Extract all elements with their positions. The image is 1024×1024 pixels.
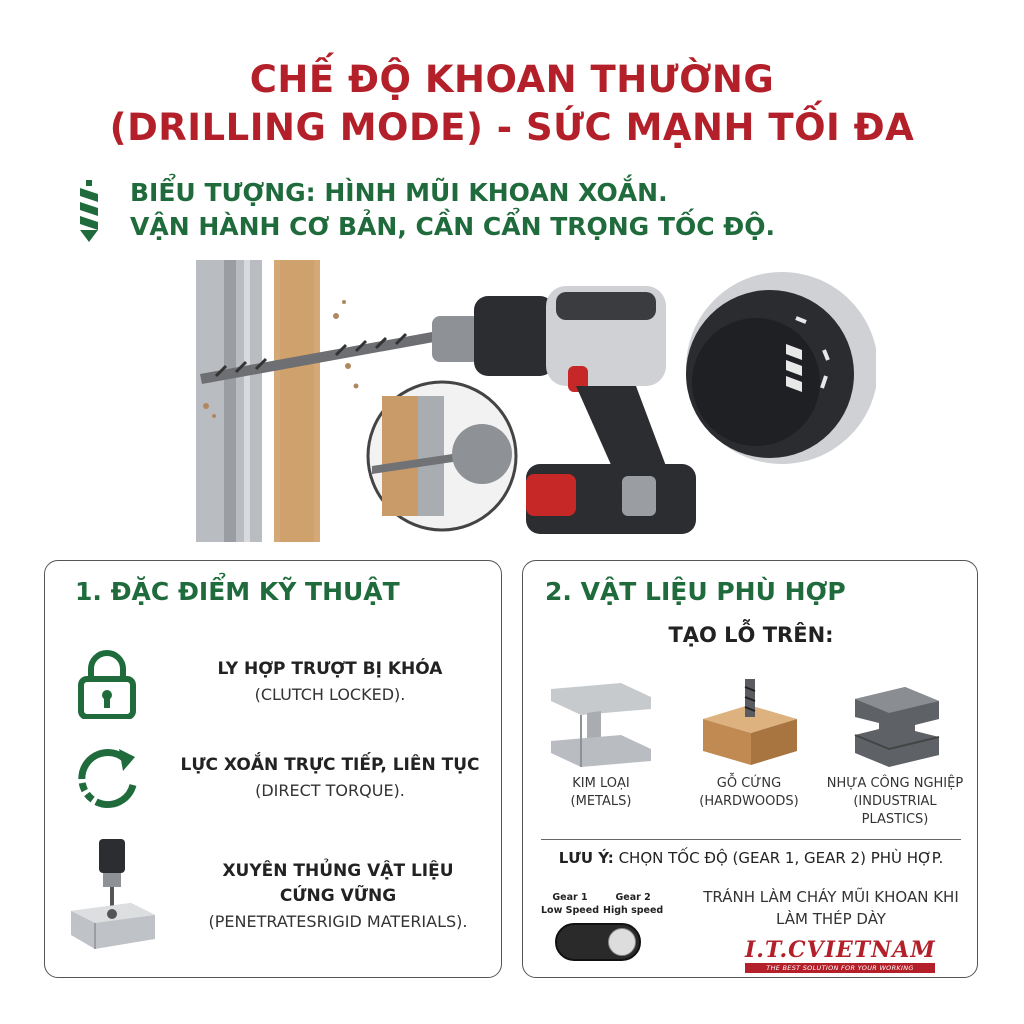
spec-penetrate-sub: (PENETRATESRIGID MATERIALS). — [208, 912, 468, 931]
gear1-desc: Low Speed — [541, 905, 599, 916]
specs-title: 1. ĐẶC ĐIỂM KỸ THUẬT — [75, 577, 400, 606]
material-metals — [531, 679, 671, 811]
spec-clutch-sub: (CLUTCH LOCKED). — [254, 685, 406, 704]
gear2-name: Gear 2 — [615, 892, 651, 903]
gear1-name: Gear 1 — [552, 892, 588, 903]
material-metals-line1: KIM LOẠI — [572, 776, 630, 791]
wood-block-icon — [689, 679, 809, 769]
spec-item-direct-torque — [45, 745, 503, 825]
twist-drill-bit-icon — [76, 180, 102, 242]
plastic-profile-icon — [835, 679, 955, 769]
material-plastics-line2: (INDUSTRIAL PLASTICS) — [853, 794, 937, 827]
divider — [541, 839, 961, 840]
speed-note — [523, 849, 979, 867]
page-title — [0, 56, 1024, 152]
metal-beam-icon — [541, 679, 661, 769]
note-label: LƯU Ý: — [558, 849, 614, 867]
warning-line2: LÀM THÉP DÀY — [776, 910, 886, 928]
drill-into-block-icon — [65, 839, 161, 949]
gear1-label — [541, 891, 599, 917]
gear2-label — [603, 891, 663, 917]
technical-specs-panel — [44, 560, 502, 978]
title-line-1: CHẾ ĐỘ KHOAN THƯỜNG — [249, 58, 775, 101]
brand-logo — [745, 939, 935, 975]
hero-drill-illustration — [196, 256, 876, 546]
warning-text — [681, 886, 981, 930]
material-hardwoods — [679, 679, 819, 811]
material-plastics-line1: NHỰA CÔNG NGHIỆP — [826, 776, 964, 791]
warning-line1: TRÁNH LÀM CHÁY MŨI KHOAN KHI — [703, 888, 959, 906]
subtitle — [130, 176, 775, 244]
spec-penetrate-main-2: CỨNG VỮNG — [279, 886, 397, 906]
spec-item-clutch-locked — [45, 649, 503, 729]
title-line-2: (DRILLING MODE) - SỨC MẠNH TỐI ĐA — [109, 106, 915, 149]
rotate-arrow-icon — [75, 745, 143, 813]
material-plastics — [819, 679, 971, 829]
spec-penetrate-main-1: XUYÊN THỦNG VẬT LIỆU — [222, 861, 454, 881]
subtitle-line-2: VẬN HÀNH CƠ BẢN, CẦN CẨN TRỌNG TỐC ĐỘ. — [130, 212, 775, 241]
spec-torque-sub: (DIRECT TORQUE). — [255, 781, 405, 800]
gear-switch — [555, 923, 641, 961]
logo-tagline: THE BEST SOLUTION FOR YOUR WORKING — [745, 963, 935, 973]
spec-item-penetrates-rigid — [45, 839, 503, 969]
gear2-desc: High speed — [603, 905, 664, 916]
spec-clutch-main: LY HỢP TRƯỢT BỊ KHÓA — [217, 659, 443, 679]
subtitle-line-1: BIỂU TƯỢNG: HÌNH MŨI KHOAN XOẮN. — [130, 178, 668, 207]
materials-title: 2. VẬT LIỆU PHÙ HỢP — [545, 577, 846, 606]
padlock-icon — [75, 649, 139, 719]
material-metals-line2: (METALS) — [570, 794, 632, 809]
materials-subheading: TẠO LỖ TRÊN: — [668, 623, 834, 647]
note-text: CHỌN TỐC ĐỘ (GEAR 1, GEAR 2) PHÙ HỢP. — [613, 849, 944, 867]
material-hardwoods-line1: GỖ CỨNG — [716, 776, 782, 791]
material-hardwoods-line2: (HARDWOODS) — [699, 794, 799, 809]
gear-switch-knob — [608, 928, 636, 956]
logo-name: I.T.CVIETNAM — [745, 937, 936, 963]
materials-panel — [522, 560, 978, 978]
spec-torque-main: LỰC XOẮN TRỰC TIẾP, LIÊN TỤC — [180, 755, 480, 775]
